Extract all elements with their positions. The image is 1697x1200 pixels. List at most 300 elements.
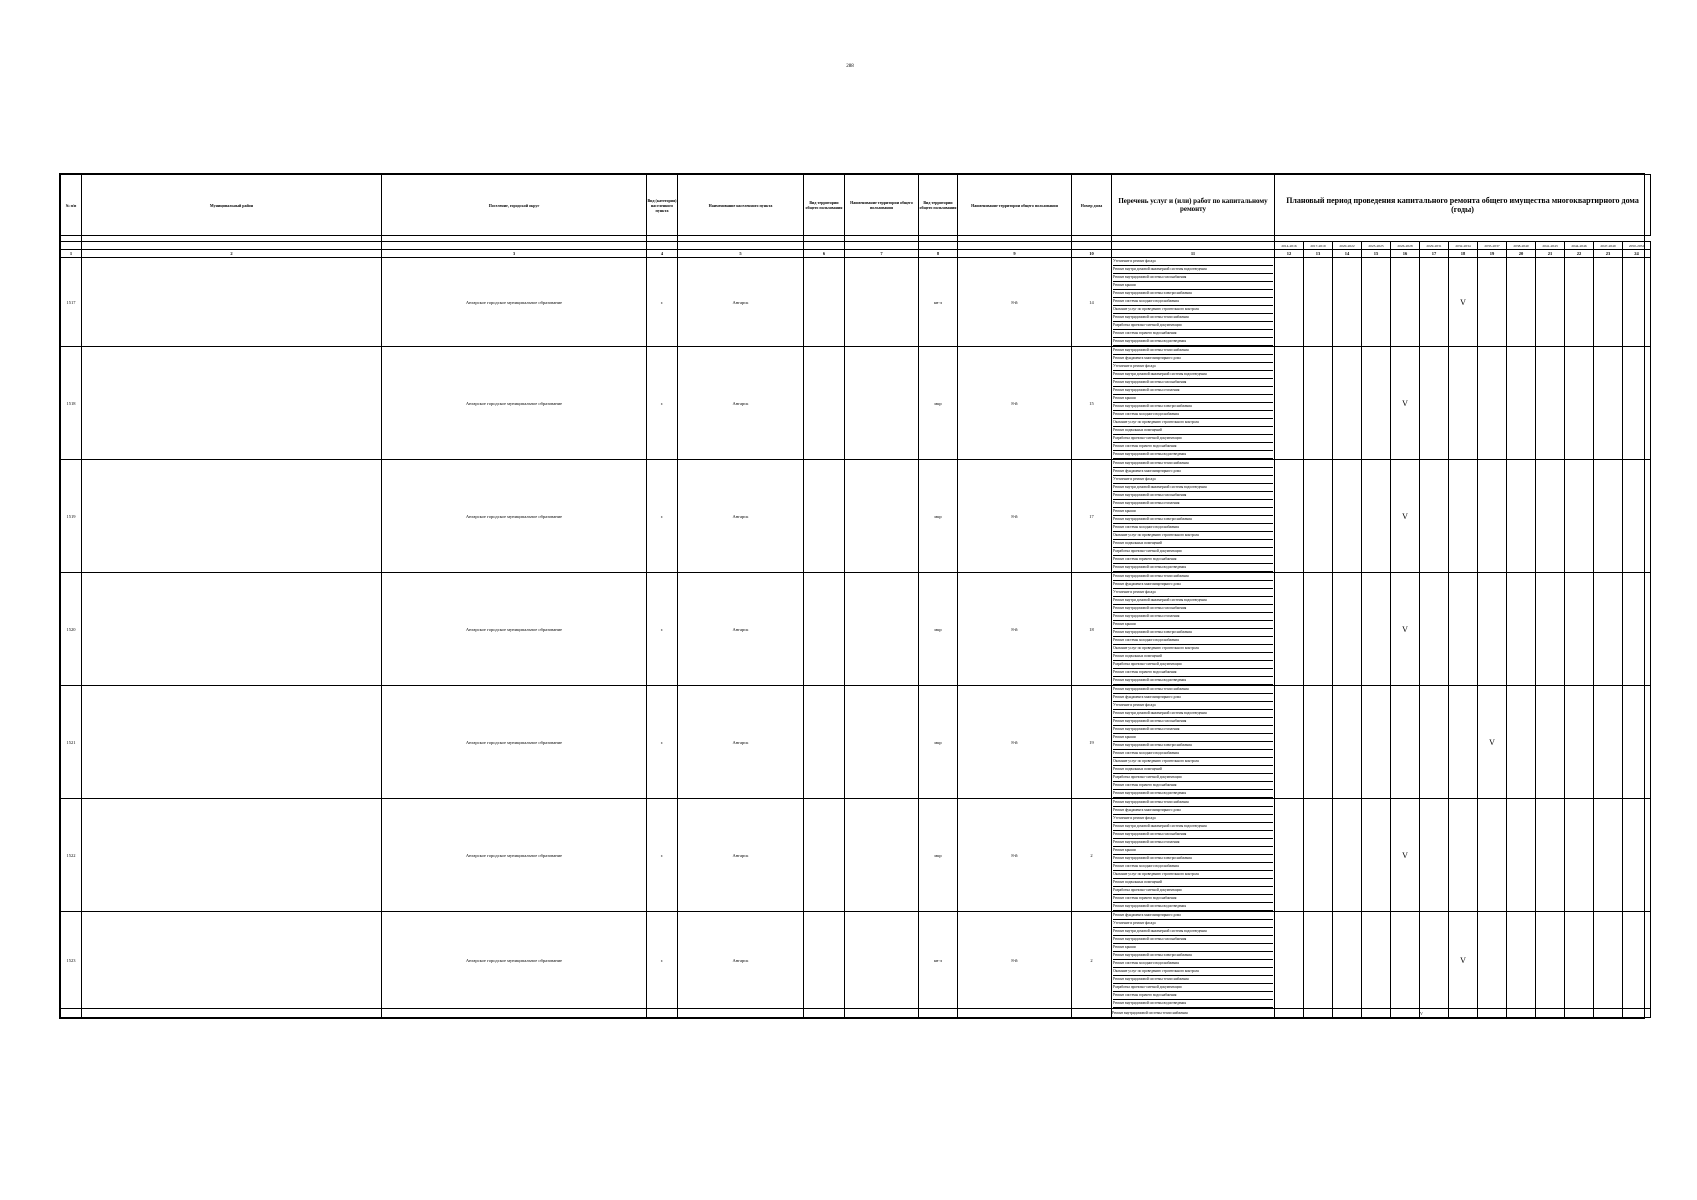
header-period: Плановый период проведения капитального ремонта общего имущества многоквартирного дома (годы) (1275, 175, 1651, 236)
work-item: Ремонт фундамента многоквартирного дома (1113, 807, 1273, 815)
year-label: 2017-2019 (1304, 242, 1333, 250)
settlement-type: г. (647, 258, 678, 347)
period-cell (1333, 686, 1362, 799)
street-type: кв-л (919, 912, 958, 1009)
column-number: 1 (61, 250, 82, 258)
settlement-type: г. (647, 460, 678, 573)
house-number: 2 (1072, 912, 1112, 1009)
column-number: 4 (647, 250, 678, 258)
period-cell (1362, 799, 1391, 912)
municipal-district (82, 686, 382, 799)
work-item: Ремонт внутридомовой системы электроснабжения (1113, 403, 1273, 411)
cut-cell (958, 1009, 1072, 1018)
street-type: мкр (919, 347, 958, 460)
period-cell (1594, 573, 1623, 686)
table-row (61, 799, 1651, 912)
work-item: Оказание услуг по проведению строительного контроля (1113, 532, 1273, 540)
period-cell (1333, 573, 1362, 686)
works-list (1112, 258, 1275, 347)
capital-repair-table (59, 173, 1645, 1019)
work-item: Ремонт системы холодного водоснабжения (1113, 960, 1273, 968)
period-cell (1449, 573, 1478, 686)
period-cell (1275, 460, 1304, 573)
row-number: 1520 (61, 573, 82, 686)
street-name: 8-й (958, 460, 1072, 573)
period-cell (1536, 686, 1565, 799)
works-list (1112, 347, 1275, 460)
work-item: Ремонт крыши (1113, 282, 1273, 290)
work-item: Ремонт системы горячего водоснабжения (1113, 782, 1273, 790)
street-name: 8-й (958, 347, 1072, 460)
planned-period-mark: V (1478, 686, 1507, 799)
column-number: 15 (1362, 250, 1391, 258)
blank-cell (61, 242, 82, 250)
period-cell (1507, 1009, 1536, 1018)
work-item: Ремонт внутридомовой системы электроснабжения (1113, 290, 1273, 298)
work-item: Ремонт внутридомовой системы водоотведения (1113, 677, 1273, 685)
settlement-type: г. (647, 799, 678, 912)
period-cell (1536, 347, 1565, 460)
street-name: 8-й (958, 912, 1072, 1009)
work-item: Разработка проектно-сметной документации (1113, 661, 1273, 669)
period-cell (1420, 912, 1449, 1009)
column-number: 14 (1333, 250, 1362, 258)
header-settlement-type: Вид (категория) населенного пункта (647, 175, 678, 236)
period-cell (1275, 799, 1304, 912)
period-cell (1420, 460, 1449, 573)
work-item: Разработка проектно-сметной документации (1113, 887, 1273, 895)
work-item: Ремонт системы холодного водоснабжения (1113, 637, 1273, 645)
year-label: 2014-2016 (1275, 242, 1304, 250)
header-settlement-name: Наименование населенного пункта (678, 175, 804, 236)
period-cell (1391, 912, 1420, 1009)
period-cell (1333, 258, 1362, 347)
planned-period-mark: V (1420, 1009, 1449, 1018)
house-number: 18 (1072, 573, 1112, 686)
area-name (845, 460, 919, 573)
period-cell (1478, 258, 1507, 347)
settlement-type: г. (647, 573, 678, 686)
work-item: Разработка проектно-сметной документации (1113, 774, 1273, 782)
period-cell (1623, 1009, 1651, 1018)
column-number: 24 (1623, 250, 1651, 258)
work-item: Ремонт системы горячего водоснабжения (1113, 556, 1273, 564)
period-cell (1565, 573, 1594, 686)
period-cell (1333, 799, 1362, 912)
work-item: Ремонт внутридомовой системы водоотведения (1113, 790, 1273, 798)
work-item: Ремонт внутридомовой системы газоснабжения (1113, 831, 1273, 839)
street-type: мкр (919, 573, 958, 686)
period-cell (1362, 347, 1391, 460)
period-cell (1420, 573, 1449, 686)
period-cell (1594, 1009, 1623, 1018)
work-item: Ремонт крыши (1113, 944, 1273, 952)
period-cell (1420, 347, 1449, 460)
work-item: Ремонт фундамента многоквартирного дома (1113, 468, 1273, 476)
settlement: Ангарское городское муниципальное образование (382, 799, 647, 912)
work-item: Оказание услуг по проведению строительного контроля (1113, 419, 1273, 427)
year-label: 2032-2034 (1449, 242, 1478, 250)
period-cell (1304, 347, 1333, 460)
work-item: Ремонт внутридомовой системы водоотведения (1113, 1000, 1273, 1008)
column-number: 8 (919, 250, 958, 258)
work-item: Разработка проектно-сметной документации (1113, 435, 1273, 443)
works-list (1112, 686, 1275, 799)
period-cell (1333, 1009, 1362, 1018)
work-item: Ремонт внутридомовой системы электроснабжения (1113, 742, 1273, 750)
period-cell (1565, 799, 1594, 912)
work-item: Оказание услуг по проведению строительного контроля (1113, 871, 1273, 879)
work-item: Ремонт внутридомовой системы отопления (1113, 726, 1273, 734)
street-type: мкр (919, 799, 958, 912)
period-cell (1275, 258, 1304, 347)
period-cell (1478, 912, 1507, 1009)
period-cell (1594, 347, 1623, 460)
column-number: 23 (1594, 250, 1623, 258)
period-cell (1333, 460, 1362, 573)
period-cell (1478, 799, 1507, 912)
column-numbers-row (61, 250, 1651, 258)
work-item: Ремонт внутридомовой системы газоснабжения (1113, 492, 1273, 500)
settlement-name: Ангарск (678, 912, 804, 1009)
column-number: 6 (804, 250, 845, 258)
period-cell (1333, 912, 1362, 1009)
year-label: 2038-2040 (1507, 242, 1536, 250)
row-number: 1518 (61, 347, 82, 460)
column-number: 2 (82, 250, 382, 258)
table-row (61, 347, 1651, 460)
work-item: Ремонт системы холодного водоснабжения (1113, 524, 1273, 532)
work-item: Ремонт внутридомовой системы водоотведения (1113, 338, 1273, 346)
header-area-type-1: Вид территории общего пользования (804, 175, 845, 236)
column-number: 3 (382, 250, 647, 258)
planned-period-mark: V (1391, 799, 1420, 912)
planned-period-mark: V (1391, 573, 1420, 686)
house-number: 15 (1072, 347, 1112, 460)
period-cell (1304, 573, 1333, 686)
period-cell (1420, 258, 1449, 347)
column-number: 10 (1072, 250, 1112, 258)
period-cell (1420, 799, 1449, 912)
period-cell (1623, 912, 1651, 1009)
area-type (804, 686, 845, 799)
table-body (61, 236, 1651, 1018)
work-item: Ремонт внутридомовой системы электроснабжения (1113, 516, 1273, 524)
area-name (845, 347, 919, 460)
period-cell (1362, 258, 1391, 347)
work-item: Ремонт внутридомовой системы газоснабжения (1113, 379, 1273, 387)
period-cell (1565, 460, 1594, 573)
settlement: Ангарское городское муниципальное образование (382, 258, 647, 347)
period-cell (1478, 573, 1507, 686)
table-row (61, 686, 1651, 799)
work-item: Ремонт внутри домовой инженерной системы водоотведения (1113, 484, 1273, 492)
row-number: 1517 (61, 258, 82, 347)
cut-cell (919, 1009, 958, 1018)
blank-cell (804, 242, 845, 250)
period-cell (1449, 347, 1478, 460)
work-item: Ремонт крыши (1113, 847, 1273, 855)
work-item: Ремонт системы горячего водоснабжения (1113, 443, 1273, 451)
period-cell (1623, 347, 1651, 460)
period-cell (1594, 686, 1623, 799)
column-number: 5 (678, 250, 804, 258)
work-item: Ремонт внутри домовой инженерной системы водоотведения (1113, 597, 1273, 605)
year-label: 2035-2037 (1478, 242, 1507, 250)
blank-cell (958, 242, 1072, 250)
area-name (845, 686, 919, 799)
period-cell (1304, 258, 1333, 347)
work-item: Ремонт внутри домовой инженерной системы водоотведения (1113, 823, 1273, 831)
period-cell (1275, 347, 1304, 460)
year-label: 2020-2022 (1333, 242, 1362, 250)
header-settlement: Поселение, городской округ (382, 175, 647, 236)
column-number: 21 (1536, 250, 1565, 258)
period-cell (1536, 912, 1565, 1009)
area-name (845, 258, 919, 347)
period-cell (1565, 912, 1594, 1009)
period-cell (1362, 912, 1391, 1009)
year-label: 2029-2031 (1420, 242, 1449, 250)
row-number: 1523 (61, 912, 82, 1009)
column-number: 11 (1112, 250, 1275, 258)
header-row (61, 175, 1651, 236)
work-item: Утепление и ремонт фасада (1113, 476, 1273, 484)
period-cell (1275, 573, 1304, 686)
work-item: Ремонт фундамента многоквартирного дома (1113, 581, 1273, 589)
period-cell (1594, 799, 1623, 912)
work-item: Ремонт подвальных помещений (1113, 427, 1273, 435)
work-item: Ремонт внутри домовой инженерной системы водоотведения (1113, 710, 1273, 718)
cut-cell (82, 1009, 382, 1018)
settlement: Ангарское городское муниципальное образование (382, 460, 647, 573)
work-item: Ремонт фундамента многоквартирного дома (1113, 355, 1273, 363)
row-number: 1521 (61, 686, 82, 799)
cut-cell (61, 1009, 82, 1018)
year-label: 2026-2028 (1391, 242, 1420, 250)
table-row (61, 573, 1651, 686)
settlement-name: Ангарск (678, 686, 804, 799)
settlement-name: Ангарск (678, 460, 804, 573)
street-type: кв-л (919, 258, 958, 347)
work-item: Ремонт подвальных помещений (1113, 653, 1273, 661)
work-item: Ремонт внутридомовой системы отопления (1113, 500, 1273, 508)
period-cell (1623, 686, 1651, 799)
work-item: Утепление и ремонт фасада (1113, 589, 1273, 597)
work-item: Ремонт системы холодного водоснабжения (1113, 298, 1273, 306)
work-item: Утепление и ремонт фасада (1113, 815, 1273, 823)
work-item: Ремонт внутридомовой системы электроснабжения (1113, 952, 1273, 960)
street-name: 8-й (958, 799, 1072, 912)
work-item: Оказание услуг по проведению строительного контроля (1113, 306, 1273, 314)
work-item: Ремонт системы горячего водоснабжения (1113, 330, 1273, 338)
column-number: 16 (1391, 250, 1420, 258)
period-cell (1362, 460, 1391, 573)
page-number: 288 (846, 64, 854, 69)
blank-cell (845, 242, 919, 250)
area-type (804, 912, 845, 1009)
period-cell (1362, 686, 1391, 799)
column-number: 17 (1420, 250, 1449, 258)
table-row (61, 258, 1651, 347)
header-house: Номер дома (1072, 175, 1112, 236)
blank-cell (82, 242, 382, 250)
work-item: Утепление и ремонт фасада (1113, 920, 1273, 928)
period-cell (1507, 686, 1536, 799)
column-number: 22 (1565, 250, 1594, 258)
work-item: Разработка проектно-сметной документации (1113, 322, 1273, 330)
header-num: № п/п (61, 175, 82, 236)
settlement-type: г. (647, 686, 678, 799)
period-cell (1536, 799, 1565, 912)
work-item: Ремонт подвальных помещений (1113, 540, 1273, 548)
area-type (804, 573, 845, 686)
settlement-name: Ангарск (678, 573, 804, 686)
area-type (804, 799, 845, 912)
period-cell (1304, 1009, 1333, 1018)
work-item: Ремонт внутридомовой системы электроснабжения (1113, 855, 1273, 863)
period-cell (1449, 799, 1478, 912)
row-number: 1519 (61, 460, 82, 573)
period-cell (1478, 347, 1507, 460)
period-cell (1536, 460, 1565, 573)
period-cell (1304, 686, 1333, 799)
area-type (804, 258, 845, 347)
house-number: 14 (1072, 258, 1112, 347)
area-name (845, 912, 919, 1009)
work-item: Ремонт внутридомовой системы теплоснабжения (1113, 314, 1273, 322)
work-item: Ремонт внутридомовой системы газоснабжения (1113, 274, 1273, 282)
settlement: Ангарское городское муниципальное образование (382, 912, 647, 1009)
period-cell (1623, 573, 1651, 686)
table-row (61, 912, 1651, 1009)
period-cell (1507, 912, 1536, 1009)
period-cell (1478, 1009, 1507, 1018)
period-cell (1391, 686, 1420, 799)
header-municipal: Муниципальный район (82, 175, 382, 236)
header-works: Перечень услуг и (или) работ по капитальному ремонту (1112, 175, 1275, 236)
work-item: Ремонт внутридомовой системы водоотведения (1113, 903, 1273, 911)
work-item: Ремонт системы холодного водоснабжения (1113, 411, 1273, 419)
work-item: Оказание услуг по проведению строительного контроля (1113, 758, 1273, 766)
street-name: 8-й (958, 258, 1072, 347)
header-area-name-2: Наименование территории общего пользования (958, 175, 1072, 236)
period-cell (1275, 912, 1304, 1009)
work-item: Ремонт внутридомовой системы газоснабжения (1113, 718, 1273, 726)
cut-cell (845, 1009, 919, 1018)
house-number: 2 (1072, 799, 1112, 912)
area-type (804, 347, 845, 460)
period-cell (1565, 258, 1594, 347)
municipal-district (82, 573, 382, 686)
works-list (1112, 912, 1275, 1009)
period-cell (1507, 799, 1536, 912)
planned-period-mark: V (1449, 912, 1478, 1009)
work-item: Ремонт внутридомовой системы электроснабжения (1113, 629, 1273, 637)
table-row-cut (61, 1009, 1651, 1018)
years-row (61, 242, 1651, 250)
settlement-type: г. (647, 912, 678, 1009)
year-label: 2044-2046 (1565, 242, 1594, 250)
work-item: Ремонт внутри домовой инженерной системы водоотведения (1113, 266, 1273, 274)
settlement-name: Ангарск (678, 799, 804, 912)
work-item: Оказание услуг по проведению строительного контроля (1113, 968, 1273, 976)
period-cell (1536, 573, 1565, 686)
work-item: Ремонт внутридомовой системы теплоснабжения (1113, 347, 1273, 355)
work-item: Ремонт подвальных помещений (1113, 879, 1273, 887)
works-list (1112, 460, 1275, 573)
period-cell (1333, 347, 1362, 460)
period-cell (1536, 258, 1565, 347)
header-area-type-2: Вид территории общего пользования (919, 175, 958, 236)
work-item: Ремонт фундамента многоквартирного дома (1113, 694, 1273, 702)
period-cell (1536, 1009, 1565, 1018)
blank-cell (678, 242, 804, 250)
work-item: Ремонт фундамента многоквартирного дома (1113, 912, 1273, 920)
period-cell (1449, 1009, 1478, 1018)
work-item: Оказание услуг по проведению строительного контроля (1113, 645, 1273, 653)
period-cell (1565, 686, 1594, 799)
area-type (804, 460, 845, 573)
period-cell (1623, 258, 1651, 347)
work-item: Ремонт крыши (1113, 395, 1273, 403)
work-item: Ремонт системы горячего водоснабжения (1113, 992, 1273, 1000)
blank-cell (647, 242, 678, 250)
area-name (845, 799, 919, 912)
column-number: 19 (1478, 250, 1507, 258)
column-number: 9 (958, 250, 1072, 258)
work-item: Ремонт системы холодного водоснабжения (1113, 750, 1273, 758)
works-list (1112, 573, 1275, 686)
period-cell (1623, 460, 1651, 573)
period-cell (1304, 912, 1333, 1009)
year-label: 2047-2049 (1594, 242, 1623, 250)
column-number: 18 (1449, 250, 1478, 258)
work-item: Ремонт крыши (1113, 621, 1273, 629)
cut-cell (1072, 1009, 1112, 1018)
work-item: Ремонт внутридомовой системы отопления (1113, 613, 1273, 621)
period-cell (1507, 460, 1536, 573)
period-cell (1304, 799, 1333, 912)
work-item: Ремонт внутридомовой системы теплоснабжения (1113, 799, 1273, 807)
work-item: Ремонт внутридомовой системы водоотведения (1113, 564, 1273, 572)
table-row (61, 460, 1651, 573)
settlement-name: Ангарск (678, 258, 804, 347)
planned-period-mark: V (1391, 347, 1420, 460)
work-item: Ремонт внутридомовой системы теплоснабжения (1113, 976, 1273, 984)
municipal-district (82, 460, 382, 573)
period-cell (1507, 573, 1536, 686)
period-cell (1275, 686, 1304, 799)
street-type: мкр (919, 686, 958, 799)
settlement-name: Ангарск (678, 347, 804, 460)
period-cell (1507, 347, 1536, 460)
work-item: Ремонт внутридомовой системы газоснабжения (1113, 605, 1273, 613)
year-label: 2041-2043 (1536, 242, 1565, 250)
work-item: Ремонт крыши (1113, 734, 1273, 742)
work-item: Ремонт внутридомовой системы теплоснабжения (1113, 573, 1273, 581)
column-number: 13 (1304, 250, 1333, 258)
period-cell (1275, 1009, 1304, 1018)
municipal-district (82, 912, 382, 1009)
period-cell (1507, 258, 1536, 347)
street-name: 8-й (958, 686, 1072, 799)
period-cell (1420, 686, 1449, 799)
period-cell (1449, 460, 1478, 573)
area-name (845, 573, 919, 686)
settlement: Ангарское городское муниципальное образование (382, 686, 647, 799)
work-item: Ремонт крыши (1113, 508, 1273, 516)
